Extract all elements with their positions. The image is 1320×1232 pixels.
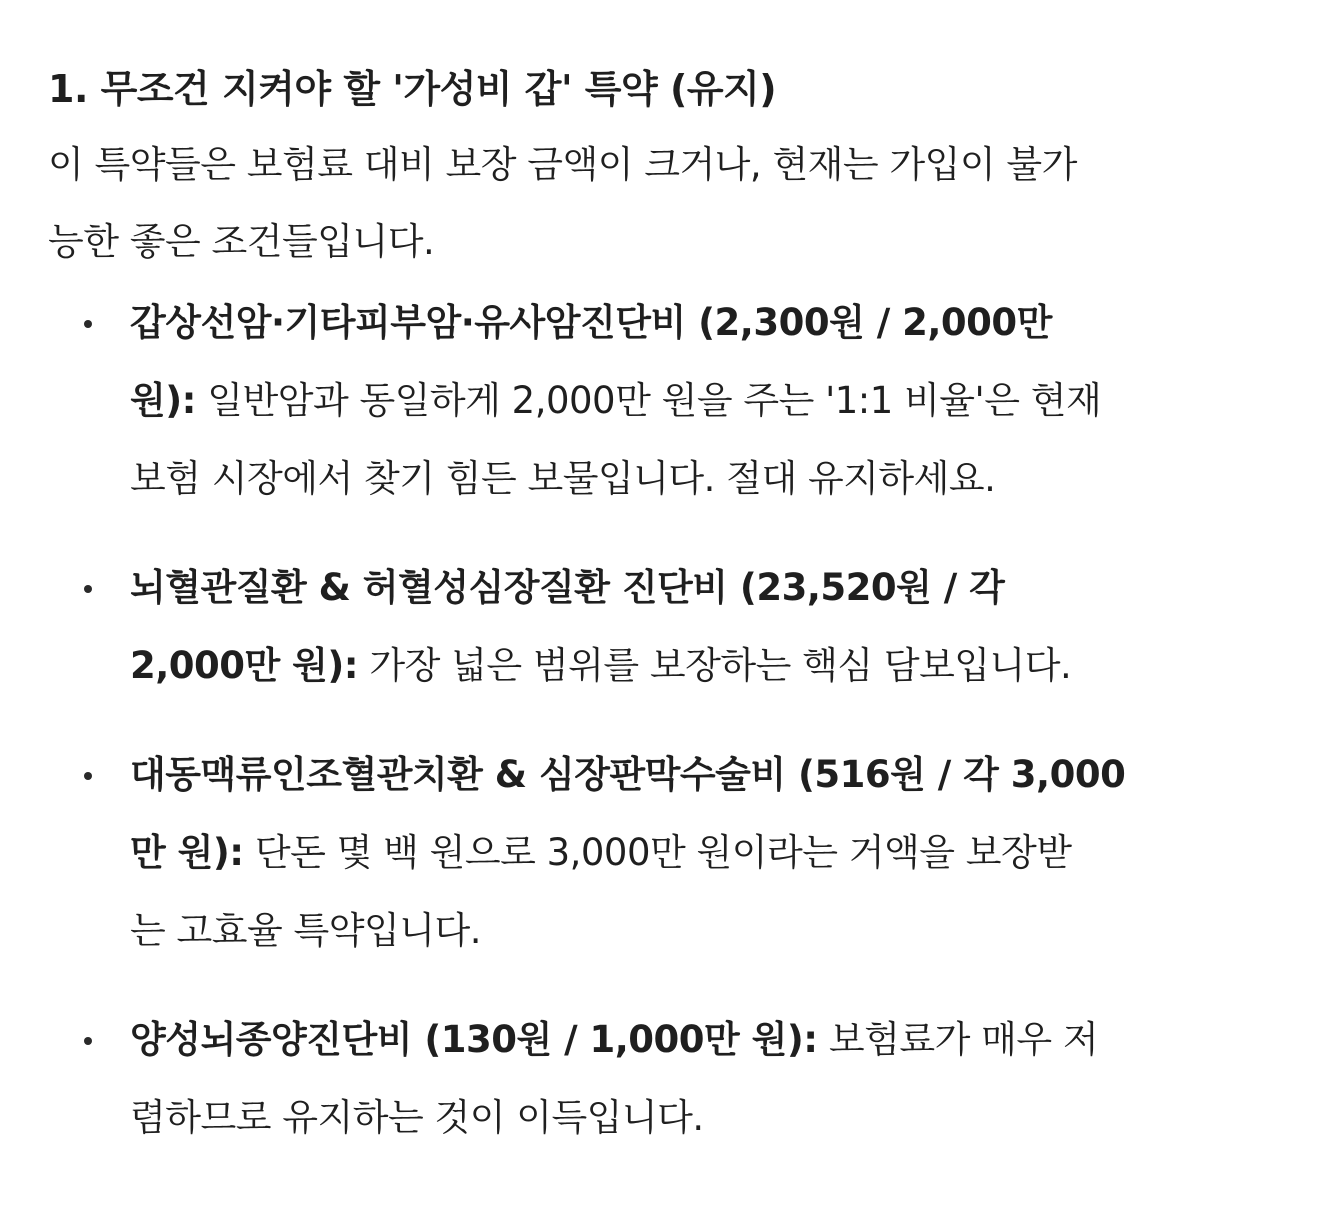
intro-line: 이 특약들은 보험료 대비 보장 금액이 크거나, 현재는 가입이 불가 bbox=[48, 143, 1077, 186]
rider-title: 갑상선암·기타피부암·유사암진단비 (2,300원 / 2,000만 bbox=[130, 301, 1052, 344]
rider-title: 대동맥류인조혈관치환 & 심장판막수술비 (516원 / 각 3,000 bbox=[130, 753, 1126, 796]
rider-title: 뇌혈관질환 & 허혈성심장질환 진단비 (23,520원 / 각 bbox=[130, 566, 1005, 609]
rider-description: 는 고효율 특약입니다. bbox=[130, 909, 481, 952]
rider-description: 가장 넓은 범위를 보장하는 핵심 담보입니다. bbox=[358, 644, 1072, 687]
rider-title: 양성뇌종양진단비 (130원 / 1,000만 원): bbox=[130, 1018, 818, 1061]
list-item bbox=[48, 1001, 1280, 1157]
rider-title: 원): bbox=[130, 379, 196, 422]
rider-list bbox=[48, 284, 1280, 1157]
bullet-icon bbox=[84, 585, 92, 593]
rider-description: 보험료가 매우 저 bbox=[817, 1018, 1099, 1061]
bullet-icon bbox=[84, 772, 92, 780]
intro-line: 능한 좋은 조건들입니다. bbox=[48, 220, 435, 263]
rider-title: 만 원): bbox=[130, 831, 244, 874]
rider-description: 일반암과 동일하게 2,000만 원을 주는 '1:1 비율'은 현재 bbox=[195, 379, 1102, 422]
rider-description: 렴하므로 유지하는 것이 이득입니다. bbox=[130, 1096, 704, 1139]
intro-paragraph bbox=[48, 126, 1268, 280]
section-heading: 1. 무조건 지켜야 할 '가성비 갑' 특약 (유지) bbox=[48, 67, 777, 111]
list-item bbox=[48, 736, 1280, 970]
list-item bbox=[48, 284, 1280, 518]
bullet-icon bbox=[84, 1037, 92, 1045]
rider-description: 단돈 몇 백 원으로 3,000만 원이라는 거액을 보장받 bbox=[243, 831, 1072, 874]
bullet-icon bbox=[84, 320, 92, 328]
list-item bbox=[48, 549, 1280, 705]
rider-description: 보험 시장에서 찾기 힘든 보물입니다. 절대 유지하세요. bbox=[130, 457, 996, 500]
rider-title: 2,000만 원): bbox=[130, 644, 359, 687]
